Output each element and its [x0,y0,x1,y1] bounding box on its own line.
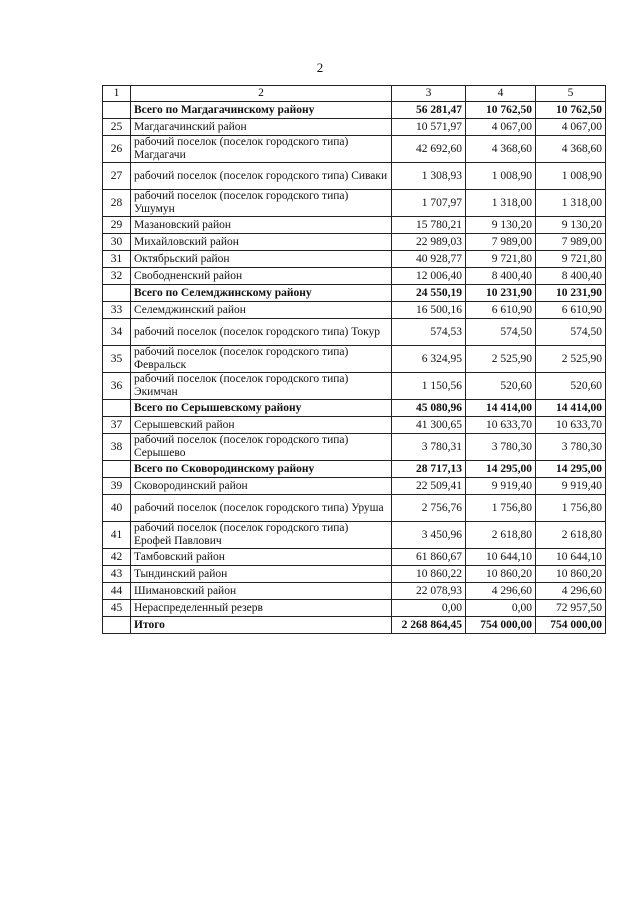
column-4-value-cell: 4 368,60 [466,136,536,163]
row-name-cell: рабочий поселок (поселок городского типа) Серышево [131,434,392,461]
row-number-cell: 44 [103,583,131,600]
row-number-cell: 38 [103,434,131,461]
table-header-row [103,86,606,102]
column-5-value-cell: 14 414,00 [536,400,606,417]
column-3-value-cell: 2 268 864,45 [392,617,466,634]
table-row [103,434,606,461]
table-row [103,417,606,434]
header-cell-2: 2 [131,86,392,102]
row-name-cell: Магдагачинский район [131,119,392,136]
row-number-cell: 28 [103,190,131,217]
column-3-value-cell: 22 989,03 [392,234,466,251]
row-name-cell: Нераспределенный резерв [131,600,392,617]
header-cell-4: 4 [466,86,536,102]
row-name-cell: рабочий поселок (поселок городского типа) Уруша [131,495,392,522]
column-3-value-cell: 574,53 [392,319,466,346]
row-name-cell: Мазановский район [131,217,392,234]
column-3-value-cell: 10 571,97 [392,119,466,136]
row-name-cell: Итого [131,617,392,634]
row-number-cell: 32 [103,268,131,285]
row-number-cell: 40 [103,495,131,522]
column-4-value-cell: 520,60 [466,373,536,400]
column-3-value-cell: 10 860,22 [392,566,466,583]
row-number-cell: 41 [103,522,131,549]
column-4-value-cell: 6 610,90 [466,302,536,319]
column-4-value-cell: 14 295,00 [466,461,536,478]
column-3-value-cell: 28 717,13 [392,461,466,478]
column-5-value-cell: 3 780,30 [536,434,606,461]
table-row [103,234,606,251]
column-4-value-cell: 4 296,60 [466,583,536,600]
column-5-value-cell: 2 618,80 [536,522,606,549]
row-name-cell: рабочий поселок (поселок городского типа) Ушумун [131,190,392,217]
row-name-cell: Всего по Селемджинскому району [131,285,392,302]
row-number-cell: 27 [103,163,131,190]
row-number-cell: 35 [103,346,131,373]
column-4-value-cell: 7 989,00 [466,234,536,251]
column-5-value-cell: 10 860,20 [536,566,606,583]
table-row [103,549,606,566]
column-4-value-cell: 1 318,00 [466,190,536,217]
column-4-value-cell: 10 860,20 [466,566,536,583]
row-number-cell [103,461,131,478]
row-name-cell: рабочий поселок (поселок городского типа) Экимчан [131,373,392,400]
column-5-value-cell: 754 000,00 [536,617,606,634]
row-number-cell: 45 [103,600,131,617]
column-3-value-cell: 40 928,77 [392,251,466,268]
row-number-cell [103,400,131,417]
header-cell-1: 1 [103,86,131,102]
row-number-cell: 43 [103,566,131,583]
column-4-value-cell: 8 400,40 [466,268,536,285]
column-5-value-cell: 72 957,50 [536,600,606,617]
row-number-cell: 25 [103,119,131,136]
row-number-cell: 33 [103,302,131,319]
row-name-cell: Всего по Серышевскому району [131,400,392,417]
column-4-value-cell: 9 919,40 [466,478,536,495]
header-cell-3: 3 [392,86,466,102]
column-4-value-cell: 10 633,70 [466,417,536,434]
column-3-value-cell: 12 006,40 [392,268,466,285]
table-row [103,163,606,190]
row-number-cell: 42 [103,549,131,566]
column-4-value-cell: 4 067,00 [466,119,536,136]
column-5-value-cell: 6 610,90 [536,302,606,319]
row-number-cell: 31 [103,251,131,268]
column-5-value-cell: 4 296,60 [536,583,606,600]
column-3-value-cell: 15 780,21 [392,217,466,234]
column-5-value-cell: 8 400,40 [536,268,606,285]
row-name-cell: рабочий поселок (поселок городского типа) Сиваки [131,163,392,190]
row-number-cell: 36 [103,373,131,400]
table-total-row [103,400,606,417]
column-5-value-cell: 10 644,10 [536,549,606,566]
table-body [103,86,606,634]
column-3-value-cell: 1 308,93 [392,163,466,190]
column-3-value-cell: 42 692,60 [392,136,466,163]
column-5-value-cell: 9 130,20 [536,217,606,234]
row-number-cell: 34 [103,319,131,346]
column-5-value-cell: 10 231,90 [536,285,606,302]
table-row [103,268,606,285]
header-cell-5: 5 [536,86,606,102]
table-row [103,319,606,346]
column-3-value-cell: 1 150,56 [392,373,466,400]
column-4-value-cell: 754 000,00 [466,617,536,634]
column-5-value-cell: 4 368,60 [536,136,606,163]
column-4-value-cell: 2 525,90 [466,346,536,373]
column-5-value-cell: 574,50 [536,319,606,346]
column-4-value-cell: 9 721,80 [466,251,536,268]
table-row [103,190,606,217]
table-row [103,302,606,319]
column-4-value-cell: 10 762,50 [466,102,536,119]
row-number-cell: 39 [103,478,131,495]
budget-table [102,85,606,634]
row-number-cell [103,285,131,302]
row-name-cell: Всего по Магдагачинскому району [131,102,392,119]
column-5-value-cell: 14 295,00 [536,461,606,478]
column-5-value-cell: 4 067,00 [536,119,606,136]
row-name-cell: Селемджинский район [131,302,392,319]
column-3-value-cell: 2 756,76 [392,495,466,522]
table-row [103,478,606,495]
page-number: 2 [316,60,324,75]
row-name-cell: Тамбовский район [131,549,392,566]
column-5-value-cell: 1 756,80 [536,495,606,522]
column-5-value-cell: 10 633,70 [536,417,606,434]
column-5-value-cell: 9 919,40 [536,478,606,495]
table-row [103,495,606,522]
column-4-value-cell: 2 618,80 [466,522,536,549]
row-number-cell: 30 [103,234,131,251]
table-row [103,583,606,600]
table-row [103,346,606,373]
table-row [103,119,606,136]
column-3-value-cell: 3 780,31 [392,434,466,461]
column-3-value-cell: 22 078,93 [392,583,466,600]
row-name-cell: Октябрьский район [131,251,392,268]
column-4-value-cell: 1 756,80 [466,495,536,522]
column-4-value-cell: 3 780,30 [466,434,536,461]
row-number-cell [103,102,131,119]
column-3-value-cell: 0,00 [392,600,466,617]
table-row [103,566,606,583]
row-name-cell: Шимановский район [131,583,392,600]
column-3-value-cell: 22 509,41 [392,478,466,495]
column-4-value-cell: 574,50 [466,319,536,346]
row-name-cell: рабочий поселок (поселок городского типа) Токур [131,319,392,346]
column-4-value-cell: 14 414,00 [466,400,536,417]
column-5-value-cell: 10 762,50 [536,102,606,119]
row-name-cell: рабочий поселок (поселок городского типа) Магдагачи [131,136,392,163]
column-5-value-cell: 2 525,90 [536,346,606,373]
column-3-value-cell: 61 860,67 [392,549,466,566]
table-row [103,251,606,268]
table-total-row [103,102,606,119]
column-5-value-cell: 1 008,90 [536,163,606,190]
row-name-cell: Сковородинский район [131,478,392,495]
column-5-value-cell: 9 721,80 [536,251,606,268]
table-total-row [103,461,606,478]
column-4-value-cell: 10 231,90 [466,285,536,302]
row-name-cell: Свободненский район [131,268,392,285]
column-3-value-cell: 45 080,96 [392,400,466,417]
table-row [103,217,606,234]
row-number-cell: 37 [103,417,131,434]
column-3-value-cell: 41 300,65 [392,417,466,434]
column-4-value-cell: 10 644,10 [466,549,536,566]
column-3-value-cell: 6 324,95 [392,346,466,373]
row-name-cell: рабочий поселок (поселок городского типа) Февральск [131,346,392,373]
table-row [103,373,606,400]
row-name-cell: Михайловский район [131,234,392,251]
row-name-cell: Серышевский район [131,417,392,434]
row-number-cell [103,617,131,634]
column-4-value-cell: 9 130,20 [466,217,536,234]
row-name-cell: Тындинский район [131,566,392,583]
table-row [103,600,606,617]
table-total-row [103,617,606,634]
row-number-cell: 29 [103,217,131,234]
column-4-value-cell: 1 008,90 [466,163,536,190]
column-4-value-cell: 0,00 [466,600,536,617]
row-number-cell: 26 [103,136,131,163]
column-3-value-cell: 56 281,47 [392,102,466,119]
column-3-value-cell: 16 500,16 [392,302,466,319]
row-name-cell: рабочий поселок (поселок городского типа) Ерофей Павлович [131,522,392,549]
column-3-value-cell: 24 550,19 [392,285,466,302]
table-row [103,136,606,163]
column-5-value-cell: 7 989,00 [536,234,606,251]
table-total-row [103,285,606,302]
column-3-value-cell: 1 707,97 [392,190,466,217]
column-3-value-cell: 3 450,96 [392,522,466,549]
column-5-value-cell: 1 318,00 [536,190,606,217]
column-5-value-cell: 520,60 [536,373,606,400]
table-row [103,522,606,549]
row-name-cell: Всего по Сковородинскому району [131,461,392,478]
